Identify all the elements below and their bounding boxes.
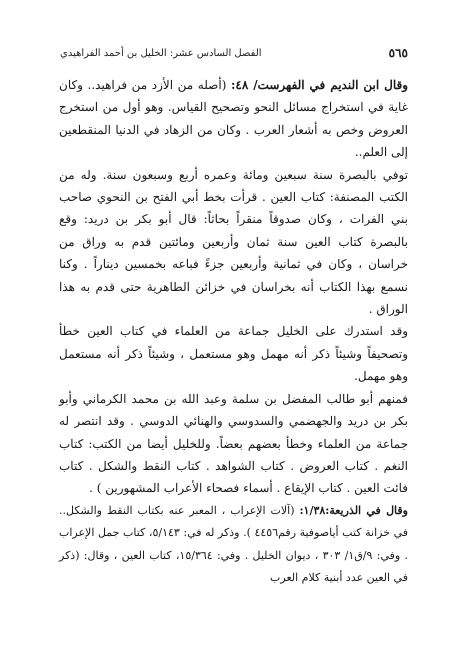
paragraph-text: (أصله من الأزد من فراهيد.. وكان غاية في استخراج مسائل النحو وتصحيح القياس. وهو أول من استخرج العروض وخص به أشعار العرب . وكان من الزهاد في الدنيا المنقطعين إلى العلم..: [59, 78, 408, 160]
running-head: الفصل السادس عشر: الخليل بن أحمد الفراهيدي: [60, 47, 262, 59]
page-body: [59, 74, 408, 589]
paragraph-ibn-nadim: [59, 74, 408, 164]
page-header: [60, 44, 408, 62]
paragraph-text: فمنهم أبو طالب المفضل بن سلمة وعبد الله بن محمد الكرماني وأبو بكر بن دريد والجهضمي والسدوسي والهنائي الدوسي . وقد انتصر له جماعة من العلماء وخطأ بعضهم بعضاً. وللخليل أيضا من الكتب: كتاب النغم . كتاب العروض . كتاب الشواهد . كتاب النقط والشكل . كتاب فائت العين . كتاب الإيقاع . أسماء فصحاء الأعراب المشهورين ) .: [59, 391, 408, 496]
paragraph-lead: وقال ابن النديم في الفهرست/ ٤٨:: [230, 78, 409, 92]
paragraph-text: توفي بالبصرة سنة سبعين ومائة وعمره أربع وسبعون سنة. وله من الكتب المصنفة: كتاب العين . قرأت بخط أبي الفتح بن النحوي صاحب بني الفرات ، وكان صدوقاً منقراً بحاثاً: قال أبو بكر بن دريد: وقع بالبصرة كتاب العين سنة ثمان وأربعين ومائتين قدم به وراق من خراسان ، وكان في ثمانية وأربعين جزءً فباعه بخمسين ديناراً . وكنا نسمع بهذا الكتاب أنه بخراسان في خزائن الطاهرية حتى قدم به هذا الوراق .: [59, 167, 408, 317]
paragraph-lead: وقال في الذريعة:١/٣٨:: [299, 503, 408, 517]
paragraph-corrections: [59, 320, 408, 387]
page-number: ٥٦٥: [388, 46, 408, 60]
paragraph-dhariah: [59, 500, 408, 590]
paragraph-text: (آلات الإعراب ، المعبر عنه بكتاب النقط والشكل.. في خزانة كتب أياصوفية رقم٤٤٥٦ ). وذكر له في: ٥/١٤٣، كتاب جمل الإعراب . وفي: ٩/ق١/ ٣٠٣ ، ديوان الخليل . وفي: ١٥/٣٦٤، كتاب العين ، وقال: (ذكر في العين عدد أبنية كلام العرب: [59, 503, 409, 584]
paragraph-scholars-and-books: [59, 388, 408, 500]
paragraph-text: وقد استدرك على الخليل جماعة من العلماء في كتاب العين خطأ وتصحيفاً وشيئاً ذكر أنه مهمل وهو مستعمل ، وشيئاً ذكر أنه مستعمل وهو مهمل.: [59, 324, 408, 384]
paragraph-death-and-works: [59, 164, 408, 321]
